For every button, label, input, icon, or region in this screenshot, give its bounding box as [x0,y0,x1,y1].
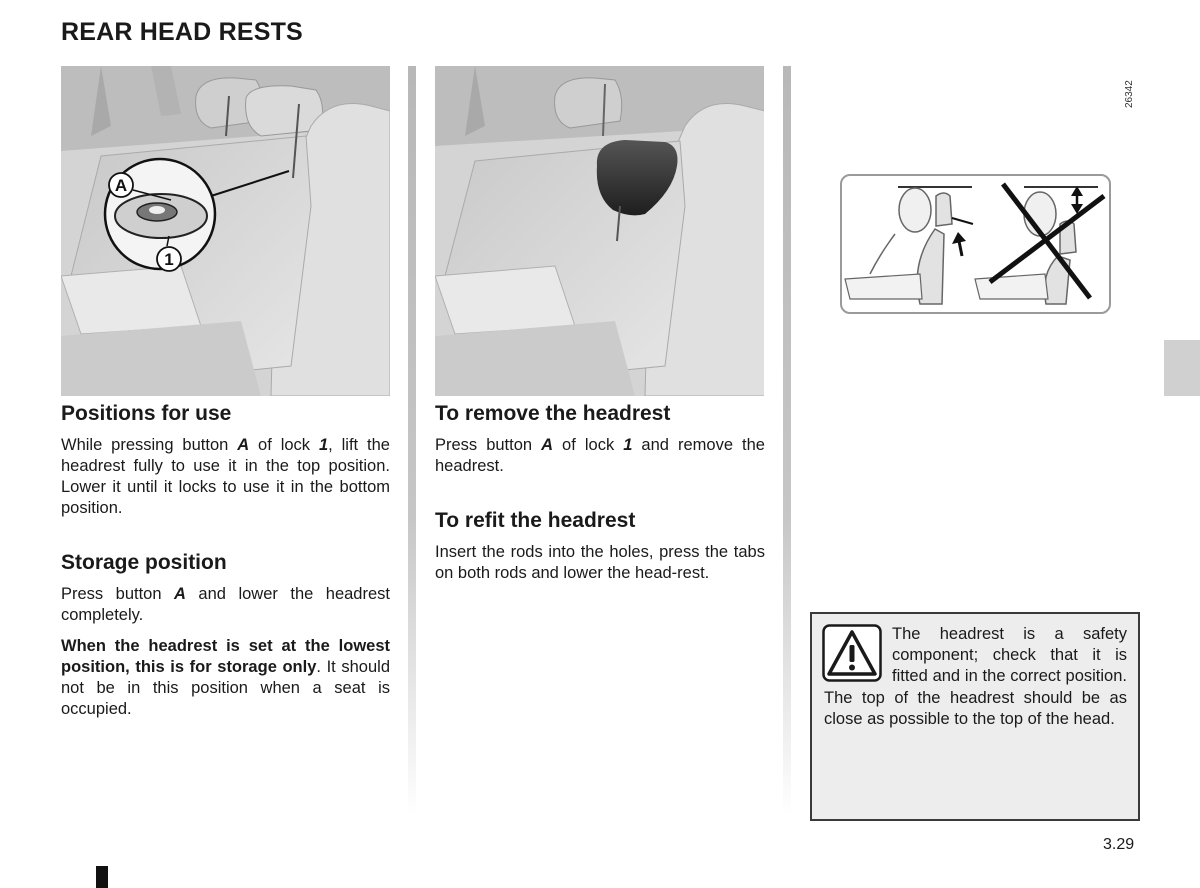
column-divider-left [408,66,416,816]
head-position-diagram [840,174,1111,314]
remove-heading: To remove the headrest [435,402,671,425]
crop-mark [96,866,108,888]
headrest-removal-illustration [435,66,764,396]
refit-heading: To refit the headrest [435,509,636,532]
page-title: REAR HEAD RESTS [61,18,303,46]
storage-heading: Storage position [61,551,227,574]
remove-paragraph: Press button A of lock 1 and remove the headrest. [435,436,765,475]
column-divider-right [783,66,791,816]
headrest-lock-illustration [61,66,390,396]
positions-heading: Positions for use [61,402,232,425]
storage-note: When the headrest is set at the lowest position, this is for storage only. It should not be in this position when a seat is occupied. [61,637,390,718]
page-number: 3.29 [1103,836,1135,853]
callout-label-1: 1 [164,250,174,269]
safety-warning-text: The headrest is a safety component; check that it is fitted and in the correct position. The top of the headrest should be as close as possible to the top of the head. [824,625,1127,728]
refit-paragraph: Insert the rods into the holes, press the tabs on both rods and lower the head-rest. [435,543,765,582]
figure-number-3: 26342 [1124,80,1135,108]
chapter-tab [1164,340,1200,396]
callout-label-a: A [114,176,128,195]
safety-warning-box [810,612,1140,821]
positions-paragraph: While pressing button A of lock 1, lift the headrest fully to use it in the top position. Lower it until it locks to use it in the bottom position. [61,436,390,517]
storage-paragraph: Press button A and lower the headrest completely. [61,585,390,624]
